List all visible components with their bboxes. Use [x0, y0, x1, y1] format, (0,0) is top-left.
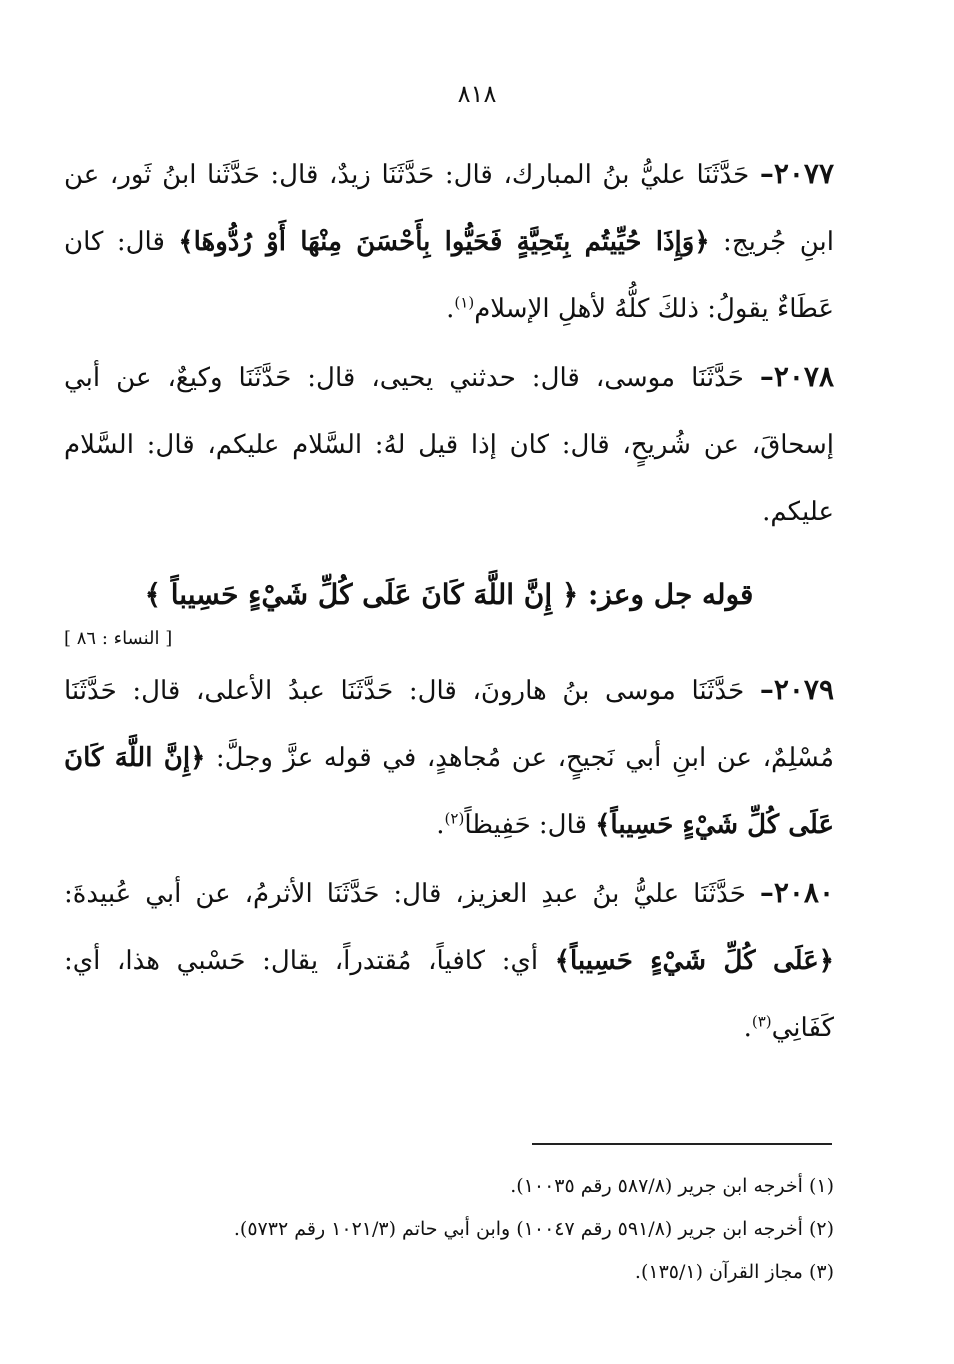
- footnote-1: (١) أخرجه ابن جرير (٥٨٧/٨ رقم ١٠٠٣٥).: [510, 1175, 834, 1197]
- footnote-3: (٣) مجاز القرآن (١٣٥/١).: [634, 1261, 834, 1283]
- sentence-end: .: [436, 810, 445, 840]
- heading-quran-quote: ﴿ إِنَّ اللَّهَ كَانَ عَلَى كُلِّ شَيْءٍ حَسِيباً ﴾: [144, 578, 579, 611]
- hadith-text-continued: قال: حَفِيظاً: [464, 810, 596, 840]
- sentence-end: .: [743, 1013, 752, 1043]
- page-number: ٨١٨: [457, 80, 497, 108]
- heading-text: قوله جل وعز:: [578, 578, 754, 611]
- footnote-marker: (٢): [444, 809, 465, 828]
- hadith-number: ٢٠٧٧–: [759, 157, 834, 190]
- footnotes: [64, 1165, 834, 1294]
- quran-quote: ﴿وَإِذَا حُيِّيتُم بِتَحِيَّةٍ فَحَيُّوا بِأَحْسَنَ مِنْهَا أَوْ رُدُّوهَا﴾: [178, 227, 710, 257]
- footnote-marker: (١): [454, 293, 475, 312]
- verse-reference: [ النساء : ٨٦ ]: [64, 628, 173, 649]
- hadith-text-continued: أي: كافياً، مُقتدراً، يقال: حَسْبي هذا، أي: كَفَانِي: [64, 946, 834, 1043]
- section-heading: [64, 564, 834, 626]
- hadith-text-continued: قال: كان عَطَاءٌ يقولُ: ذلكَ كلُّهُ لأهلِ الإسلام: [64, 227, 834, 324]
- hadith-number: ٢٠٧٩–: [759, 673, 834, 706]
- hadith-2080: [64, 859, 834, 1062]
- hadith-2077: [64, 140, 834, 343]
- hadith-text: حَدَّثَنَا موسى بنُ هارونَ، قال: حَدَّثَنَا عبدُ الأعلى، قال: حَدَّثَنَا مُسْلِمٌ، عن ابنِ أبي نَجيحٍ، عن مُجاهدٍ، في قوله عزَّ وجلَّ:: [64, 676, 834, 773]
- hadith-text: حَدَّثَنَا عليُّ بنُ عبدِ العزيز، قال: حَدَّثَنَا الأثرمُ، عن أبي عُبيدةَ:: [64, 879, 760, 909]
- hadith-number: ٢٠٧٨–: [759, 360, 834, 393]
- main-text: [64, 140, 834, 1062]
- footnote-divider: [532, 1143, 832, 1145]
- footnote-2: (٢) أخرجه ابن جرير (٥٩١/٨ رقم ١٠٠٤٧) وابن أبي حاتم (١٠٢١/٣ رقم ٥٧٣٢).: [233, 1218, 834, 1240]
- hadith-text: حَدَّثَنَا موسى، قال: حدثني يحيى، قال: حَدَّثَنَا وكيعٌ، عن أبي إسحاقَ، عن شُريحٍ، قال: كان إذا قيل لهُ: السَّلام عليكم، قال: السَّلام عليكم.: [64, 363, 834, 527]
- hadith-2078: [64, 343, 834, 546]
- quran-quote: ﴿عَلَى كُلِّ شَيْءٍ حَسِيباً﴾: [554, 946, 835, 976]
- quran-quote: ﴿إِنَّ اللَّهَ كَانَ عَلَى كُلِّ شَيْءٍ حَسِيباً﴾: [64, 743, 834, 840]
- hadith-2079: [64, 656, 834, 859]
- hadith-number: ٢٠٨٠–: [759, 876, 834, 909]
- footnote-marker: (٣): [751, 1012, 772, 1031]
- hadith-text: حَدَّثَنَا عليُّ بنُ المبارك، قال: حَدَّثَنَا زيدٌ، قال: حَدَّثَنا ابنُ ثَور، عن ابنِ جُريج:: [64, 160, 834, 257]
- sentence-end: .: [446, 294, 455, 324]
